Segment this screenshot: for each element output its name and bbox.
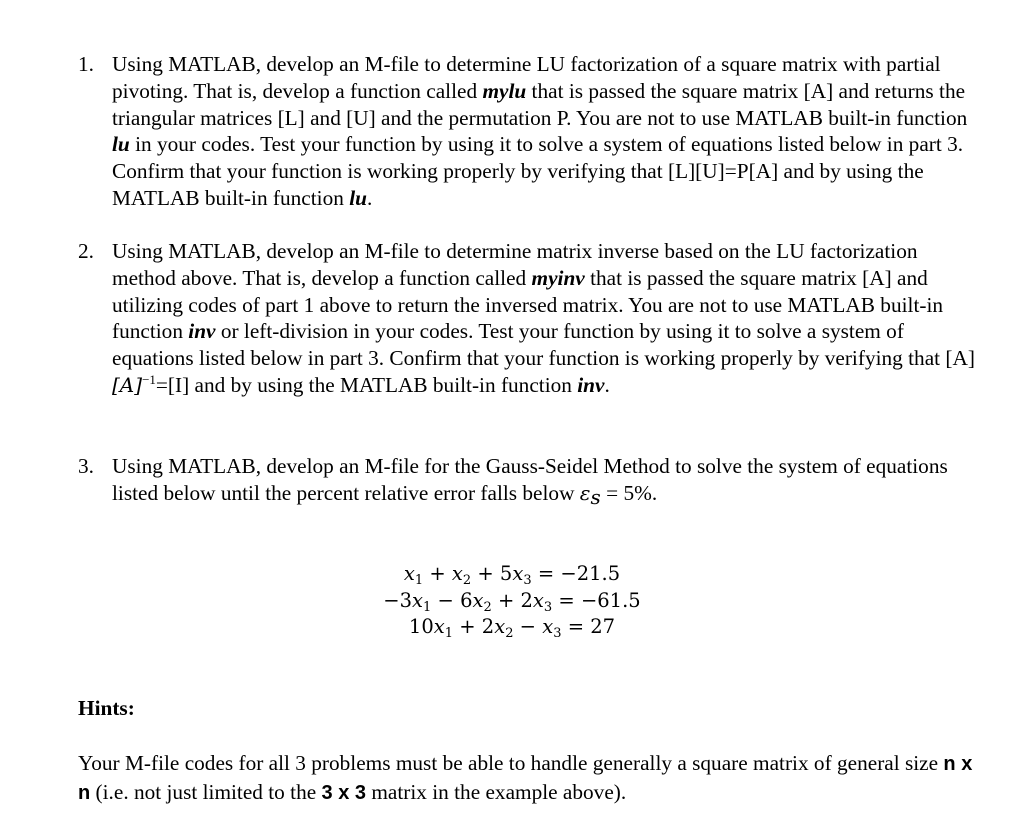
builtin-inv-2: inv	[577, 372, 605, 397]
eq3-var1: x	[433, 615, 445, 638]
matrix-a-inverse: [A]	[112, 372, 143, 397]
eq2-coef2: − 6	[431, 588, 473, 612]
problem-3	[78, 453, 978, 507]
hints-heading: Hints:	[78, 696, 135, 720]
eq1-coef3: + 5	[471, 562, 513, 585]
eq1-var3: x	[512, 562, 524, 585]
eq1-sub3: 3	[523, 573, 532, 588]
eq3-sub3: 3	[553, 626, 562, 641]
hints-text	[78, 750, 978, 807]
eq2-coef3: + 2	[491, 588, 533, 612]
eq3-sub2: 2	[505, 626, 514, 641]
problem-2-text-a: Using MATLAB, develop an M-file to determine matrix inverse based on the LU factorization method above. That is, develop a function called	[112, 239, 918, 290]
problem-2-text	[112, 238, 978, 399]
eq3-sub1: 1	[444, 626, 454, 641]
eq2-sub3: 3	[543, 599, 553, 615]
problem-1-number: 1.	[78, 52, 94, 76]
eq2-sub2: 2	[483, 599, 492, 615]
eq2-rhs: = −61.5	[552, 588, 641, 612]
eq3-rhs: = 27	[561, 615, 616, 638]
eq3-var3: x	[542, 615, 554, 638]
inverse-exponent: −1	[142, 371, 156, 387]
equation-1	[0, 561, 1024, 588]
function-name-mylu: mylu	[482, 78, 527, 103]
eq2-var2: x	[472, 588, 484, 612]
eq1-sub1: 1	[414, 573, 424, 588]
equation-3	[0, 614, 1024, 641]
hints-text-c: matrix in the example above).	[366, 779, 627, 804]
problem-2	[78, 238, 978, 399]
problem-2-text-b: that is passed the square matrix [A] and utilizing codes of part 1 above to return the inversed matrix. You are not to use MATLAB built-in function	[112, 265, 944, 344]
hints-text-b: (i.e. not just limited to the	[90, 779, 322, 804]
eq3-var2: x	[494, 615, 506, 638]
problem-1-text-c: in your codes. Test your function by using it to solve a system of equations listed below in part 3. Confirm that your function is working properly by verifying that [L][U]=P[A] and by using the MATLAB built-in function	[112, 132, 964, 210]
equation-2	[0, 588, 1024, 615]
hints-text-a: Your M-file codes for all 3 problems must be able to handle generally a square matrix of general size	[78, 751, 944, 775]
problem-2-text-d: =[I] and by using the MATLAB built-in function	[155, 372, 578, 397]
epsilon-symbol: ε	[579, 480, 591, 505]
eq2-var1: x	[412, 588, 424, 612]
eq1-sub2: 2	[462, 573, 472, 588]
eq2-sub1: 1	[423, 599, 432, 615]
eq2-var3: x	[532, 588, 544, 612]
problem-2-text-e: .	[604, 372, 610, 397]
function-name-myinv: myinv	[531, 265, 585, 290]
matrix-size-general: n x n	[78, 753, 973, 804]
equation-system	[0, 561, 1024, 641]
problem-2-text-c: or left-division in your codes. Test your function by using it to solve a system of equations listed below in part 3. Confirm that your function is working properly by verifying that [A]	[112, 319, 975, 371]
eq3-coef2: + 2	[453, 615, 495, 638]
builtin-inv: inv	[188, 319, 216, 344]
eq2-coef1: −3	[383, 588, 413, 612]
eq1-var2: x	[451, 562, 463, 585]
problem-3-text-b: = 5%.	[600, 480, 658, 505]
problem-3-text	[112, 453, 978, 507]
matrix-size-example: 3 x 3	[321, 781, 366, 804]
epsilon-subscript: s	[590, 484, 601, 509]
builtin-lu-2: lu	[349, 185, 367, 210]
builtin-lu: lu	[112, 132, 130, 157]
eq1-coef2: +	[423, 562, 452, 585]
problem-1-text-a: Using MATLAB, develop an M-file to determine LU factorization of a square matrix with partial pivoting. That is, develop a function called	[112, 52, 941, 103]
eq1-var1: x	[403, 562, 415, 585]
eq3-coef1: 10	[408, 615, 434, 638]
problem-1-text-b: that is passed the square matrix [A] and returns the triangular matrices [L] and [U] and the permutation P. You are not to use MATLAB built-in function	[112, 78, 968, 130]
problem-1	[78, 51, 978, 212]
problem-1-text	[112, 51, 978, 212]
problem-3-number: 3.	[78, 454, 94, 478]
eq1-rhs: = −21.5	[531, 562, 621, 585]
problem-3-text-a: Using MATLAB, develop an M-file for the Gauss-Seidel Method to solve the system of equations listed below until the percent relative error falls below	[112, 454, 948, 505]
problem-2-number: 2.	[78, 239, 94, 263]
eq3-coef3: −	[513, 615, 543, 638]
problem-1-text-d: .	[366, 185, 373, 210]
